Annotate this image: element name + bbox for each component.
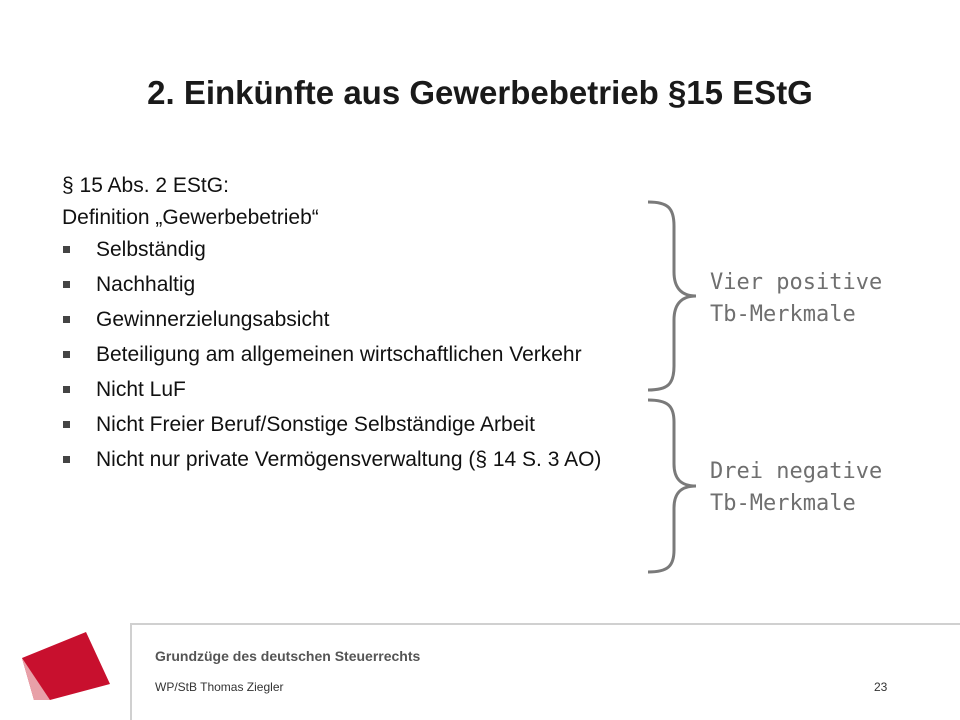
bullet-item bbox=[62, 448, 652, 471]
bullet-list bbox=[62, 238, 652, 471]
bullet-text: Nicht LuF bbox=[96, 378, 186, 401]
slide-content bbox=[62, 170, 652, 483]
square-bullet-icon bbox=[63, 456, 70, 463]
bullet-item bbox=[62, 413, 652, 436]
bullet-item bbox=[62, 308, 652, 331]
brace-label-positive bbox=[710, 267, 882, 331]
bullet-text: Nicht Freier Beruf/Sonstige Selbständige Arbeit bbox=[96, 413, 535, 436]
bullet-text: Beteiligung am allgemeinen wirtschaftlichen Verkehr bbox=[96, 343, 582, 366]
square-bullet-icon bbox=[63, 421, 70, 428]
slide-title: 2. Einkünfte aus Gewerbebetrieb §15 EStG bbox=[147, 74, 813, 111]
square-bullet-icon bbox=[63, 246, 70, 253]
bullet-item bbox=[62, 238, 652, 261]
footer-divider-vertical bbox=[130, 623, 132, 720]
bullet-item bbox=[62, 343, 652, 366]
footer-course-title: Grundzüge des deutschen Steuerrechts bbox=[155, 648, 421, 664]
right-brace-negative-icon bbox=[640, 396, 700, 576]
footer-divider-horizontal bbox=[130, 623, 960, 625]
bullet-text: Selbständig bbox=[96, 238, 206, 261]
right-brace-positive-icon bbox=[640, 198, 700, 394]
intro-line-2: Definition „Gewerbebetrieb“ bbox=[62, 206, 319, 229]
bullet-text: Gewinnerzielungsabsicht bbox=[96, 308, 330, 331]
square-bullet-icon bbox=[63, 386, 70, 393]
brace-label-positive-line2: Tb-Merkmale bbox=[710, 302, 856, 327]
square-bullet-icon bbox=[63, 281, 70, 288]
bullet-text: Nicht nur private Vermögensverwaltung (§ 14 S. 3 AO) bbox=[96, 448, 602, 471]
square-bullet-icon bbox=[63, 316, 70, 323]
bullet-text: Nachhaltig bbox=[96, 273, 196, 296]
brace-label-positive-line1: Vier positive bbox=[710, 270, 883, 295]
bullet-item bbox=[62, 378, 652, 401]
brace-label-negative bbox=[710, 456, 882, 520]
svg-text:M: M bbox=[110, 676, 126, 696]
footer-author: WP/StB Thomas Ziegler bbox=[155, 680, 284, 694]
university-logo-icon bbox=[14, 628, 126, 700]
bullet-item bbox=[62, 273, 652, 296]
brace-label-negative-line1: Drei negative bbox=[710, 459, 883, 484]
page-number: 23 bbox=[874, 680, 888, 694]
intro-line-1: § 15 Abs. 2 EStG: bbox=[62, 174, 229, 197]
brace-label-negative-line2: Tb-Merkmale bbox=[710, 491, 856, 516]
square-bullet-icon bbox=[63, 351, 70, 358]
